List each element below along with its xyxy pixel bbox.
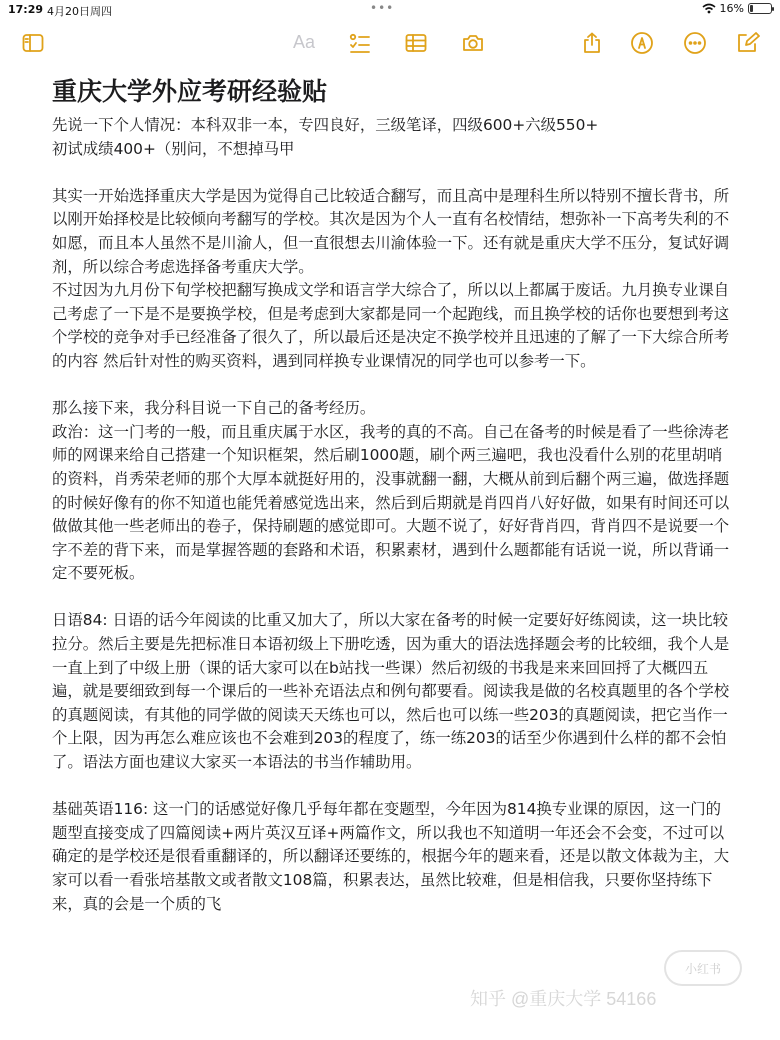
note-title[interactable]: 重庆大学外应考研经验贴 xyxy=(52,77,328,106)
camera-icon[interactable] xyxy=(458,28,488,58)
paragraph-gap xyxy=(52,161,732,185)
paragraph-gap xyxy=(52,775,732,799)
format-button[interactable]: Aa xyxy=(293,32,316,52)
share-icon[interactable] xyxy=(577,28,607,58)
status-date: 4月20日周四 xyxy=(47,5,112,18)
status-right xyxy=(702,2,772,15)
checklist-icon[interactable] xyxy=(345,28,375,58)
table-icon[interactable] xyxy=(401,28,431,58)
multitasking-dots-icon[interactable]: ••• xyxy=(370,1,395,15)
status-time: 17:29 xyxy=(8,3,44,16)
note-content[interactable] xyxy=(52,74,732,916)
status-bar xyxy=(0,0,780,20)
note-body[interactable] xyxy=(52,114,732,916)
note-paragraph[interactable]: 基础英语116: 这一门的话感觉好像几乎每年都在变题型，今年因为814换专业课的原因，这一门的题型直接变成了四篇阅读+两片英汉互译+两篇作文，所以我也不知道明一年还会不会变，不过可以确定的是学校还是很看重翻译的，所以翻译还要练的，根据今年的题来看，还是以散文体裁为主，大家可以看一看张培基散文或者散文108篇，积累表达，虽然比较难，但是相信我，只要你坚持练下来，真的会是一个质的飞 xyxy=(52,800,730,913)
battery-percent: 16% xyxy=(719,2,744,15)
battery-fill xyxy=(750,5,753,12)
more-icon[interactable] xyxy=(680,28,710,58)
toolbar xyxy=(0,24,780,64)
paragraph-gap xyxy=(52,374,732,398)
note-paragraph[interactable]: 初试成绩400+（别问，不想掉马甲 xyxy=(52,139,295,158)
note-paragraph[interactable]: 那么接下来，我分科目说一下自己的备考经历。 xyxy=(52,399,376,418)
note-paragraph[interactable]: 不过因为九月份下旬学校把翻写换成文学和语言学大综合了，所以以上都属于废话。九月换专业课自己考虑了一下是不是要换学校，但是考虑到大家都是同一个起跑线，而且换学校的话你也要想到考这个学校的竞争对手已经准备了很久了，所以最后还是决定不换学校并且迅速的了解了一下大综合所考的内容 然后针对性的购买资料，遇到同样换专业课情况的同学也可以参考一下。 xyxy=(52,281,730,370)
note-paragraph[interactable]: 日语84: 日语的话今年阅读的比重又加大了，所以大家在备考的时候一定要好好练阅读，这一块比较拉分。然后主要是先把标准日本语初级上下册吃透，因为重大的语法选择题会考的比较细，我个人是一直上到了中级上册（课的话大家可以在b站找一些课）然后初级的书我是来来回回捋了大概四五遍，就是要细致到每一个课后的一些补充语法点和例句都要看。阅读我是做的名校真题里的各个学校的真题阅读，有其他的同学做的阅读天天练也可以，然后也可以练一些203的真题阅读，把它当作一个上限，因为再怎么难应该也不会难到203的程度了，练一练203的话至少你遇到什么样的都不会怕了。语法方面也建议大家买一本语法的书当作辅助用。 xyxy=(52,611,730,772)
battery-icon xyxy=(748,3,772,14)
wifi-icon xyxy=(702,3,716,14)
watermark-text: 知乎 @重庆大学 54166 xyxy=(470,989,657,1009)
markup-pen-icon[interactable] xyxy=(627,28,657,58)
compose-icon[interactable] xyxy=(733,28,763,58)
paragraph-gap xyxy=(52,586,732,610)
sidebar-toggle-icon[interactable] xyxy=(18,28,48,58)
note-paragraph[interactable]: 其实一开始选择重庆大学是因为觉得自己比较适合翻写，而且高中是理科生所以特别不擅长背书，所以刚开始择校是比较倾向考翻写的学校。其次是因为个人一直有名校情结，想弥补一下高考失利的不如愿，而且本人虽然不是川渝人，但一直很想去川渝体验一下。还有就是重庆大学不压分，复试好调剂，所以综合考虑选择备考重庆大学。 xyxy=(52,186,730,276)
watermark-badge: 小红书 xyxy=(664,950,742,986)
note-paragraph[interactable]: 政治：这一门考的一般，而且重庆属于水区，我考的真的不高。自己在备考的时候是看了一些徐涛老师的网课来给自己搭建一个知识框架，然后刷1000题，刷个两三遍吧，我也没看什么别的花里胡哨的资料，肖秀荣老师的那个大厚本就挺好用的，没事就翻一翻，大概从前到后翻个两三遍，做选择题的时候好像有的你不知道也能凭着感觉选出来，然后到后期就是肖四肖八好好做，如果有时间还可以做做其他一些老师出的卷子，保持刷题的感觉即可。大题不说了，好好背肖四，背肖四不是说要一个字不差的背下来，而是掌握答题的套路和术语，积累素材，遇到什么题都能有话说一说，所以背诵一定不要死板。 xyxy=(52,422,730,583)
note-paragraph[interactable]: 先说一下个人情况：本科双非一本，专四良好，三级笔译，四级600+六级550+ xyxy=(52,116,599,134)
